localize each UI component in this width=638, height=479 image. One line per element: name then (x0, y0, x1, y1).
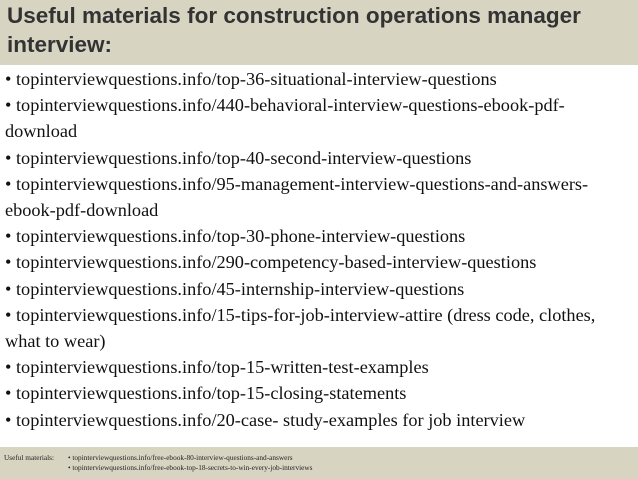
list-item[interactable]: • topinterviewquestions.info/top-30-phone-interview-questions (5, 226, 466, 247)
materials-list (5, 66, 633, 433)
list-item[interactable]: • topinterviewquestions.info/top-36-situational-interview-questions (5, 69, 497, 89)
list-item[interactable]: • topinterviewquestions.info/top-40-second-interview-questions (5, 147, 472, 168)
list-item[interactable]: • topinterviewquestions.info/20-case- study-examples for job interview (5, 409, 526, 430)
list-item[interactable]: • topinterviewquestions.info/top-15-closing-statements (5, 383, 407, 404)
footer-links (68, 453, 313, 472)
list-item[interactable]: • topinterviewquestions.info/45-internship-interview-questions (5, 278, 465, 299)
title-bar (0, 0, 638, 65)
footer-link[interactable]: • topinterviewquestions.info/free-ebook-80-interview-questions-and-answers (68, 453, 293, 462)
list-item[interactable]: • topinterviewquestions.info/15-tips-for-job-interview-attire (dress code, clothes, what to wear) (5, 304, 596, 352)
list-item[interactable]: • topinterviewquestions.info/290-competency-based-interview-questions (5, 252, 537, 273)
footer-label: Useful materials: (4, 453, 55, 462)
list-item[interactable]: • topinterviewquestions.info/95-management-interview-questions-and-answers-ebook-pdf-download (5, 173, 589, 221)
list-item[interactable]: • topinterviewquestions.info/440-behavioral-interview-questions-ebook-pdf-download (5, 95, 565, 142)
footer-link[interactable]: • topinterviewquestions.info/free-ebook-top-18-secrets-to-win-every-job-interviews (68, 462, 313, 472)
footer-bar (0, 447, 638, 479)
slide-title: Useful materials for construction operations manager interview: (7, 3, 581, 57)
list-item[interactable]: • topinterviewquestions.info/top-15-written-test-examples (5, 357, 429, 378)
